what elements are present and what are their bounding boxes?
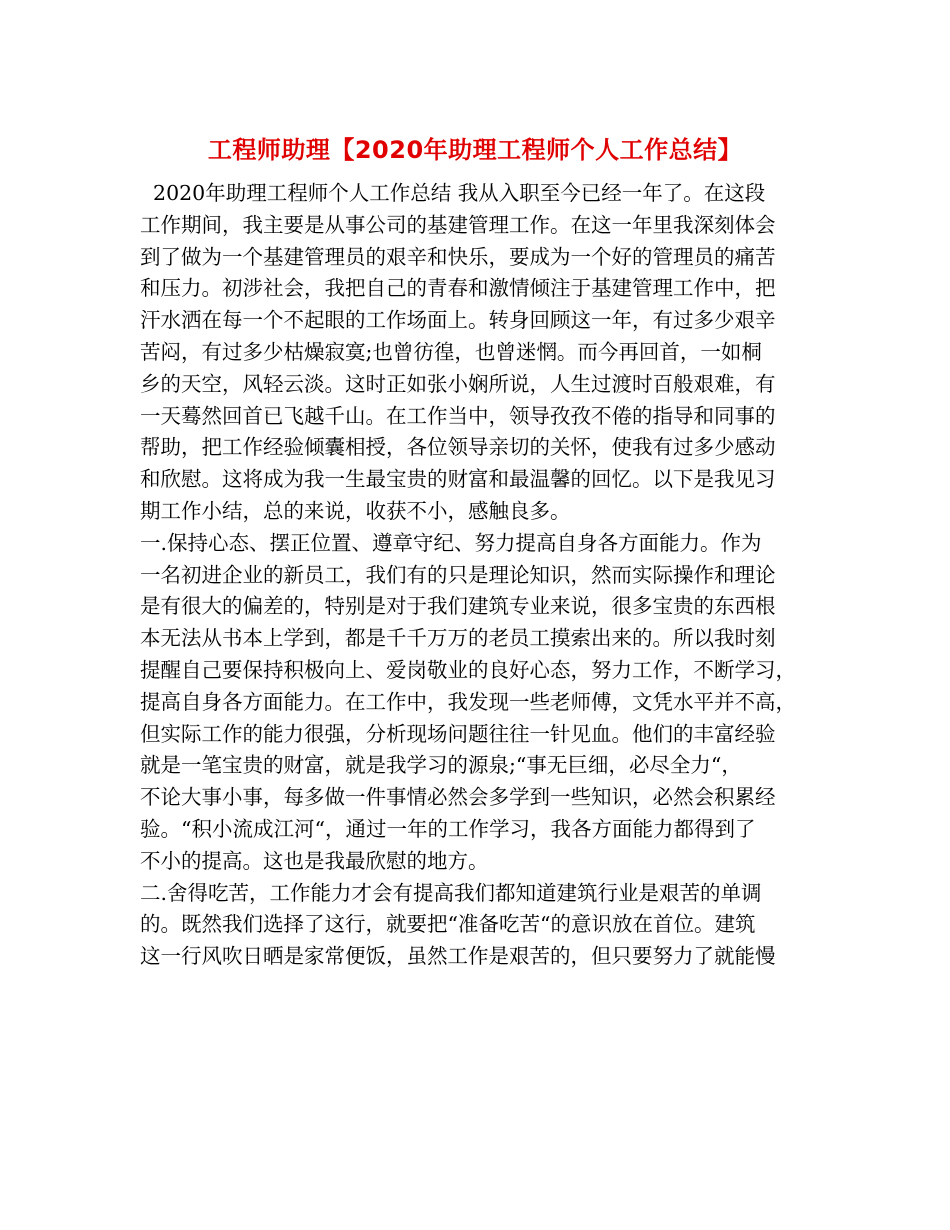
document-body xyxy=(140,178,820,973)
body-line: 的。既然我们选择了这行，就要把“准备吃苦“的意识放在首位。建筑 xyxy=(140,912,756,937)
body-line: 不论大事小事，每多做一件事情必然会多学到一些知识，必然会积累经 xyxy=(140,785,776,810)
body-line: 期工作小结，总的来说，收获不小，感触良多。 xyxy=(140,498,571,523)
body-line: 一.保持心态、摆正位置、遵章守纪、努力提高自身各方面能力。作为 xyxy=(140,530,762,555)
document-title: 工程师助理【2020年助理工程师个人工作总结】 xyxy=(207,136,743,164)
body-line: 乡的天空，风轻云淡。这时正如张小娴所说，人生过渡时百般艰难，有 xyxy=(140,371,776,396)
body-line: 一天蓦然回首已飞越千山。在工作当中，领导孜孜不倦的指导和同事的 xyxy=(140,403,776,428)
body-line: 和压力。初涉社会，我把自己的青春和激情倾注于基建管理工作中，把 xyxy=(140,276,776,301)
body-line: 不小的提高。这也是我最欣慰的地方。 xyxy=(140,848,489,873)
body-line: 但实际工作的能力很强，分析现场问题往往一针见血。他们的丰富经验 xyxy=(140,721,776,746)
body-line: 是有很大的偏差的，特别是对于我们建筑专业来说，很多宝贵的东西根 xyxy=(140,594,776,619)
body-line: 一名初进企业的新员工，我们有的只是理论知识，然而实际操作和理论 xyxy=(140,562,776,587)
body-line: 和欣慰。这将成为我一生最宝贵的财富和最温馨的回忆。以下是我见习 xyxy=(140,467,776,492)
body-line: 帮助，把工作经验倾囊相授，各位领导亲切的关怀，使我有过多少感动 xyxy=(140,435,776,460)
body-line: 汗水洒在每一个不起眼的工作场面上。转身回顾这一年，有过多少艰辛 xyxy=(140,308,776,333)
body-line: 这一行风吹日晒是家常便饭，虽然工作是艰苦的，但只要努力了就能慢 xyxy=(140,944,776,969)
body-line: 本无法从书本上学到，都是千千万万的老员工摸索出来的。所以我时刻 xyxy=(140,626,776,651)
body-line: 2020年助理工程师个人工作总结 我从入职至今已经一年了。在这段 xyxy=(140,181,766,205)
body-line: 提醒自己要保持积极向上、爱岗敬业的良好心态，努力工作，不断学习， xyxy=(140,657,796,682)
body-line: 二.舍得吃苦，工作能力才会有提高我们都知道建筑行业是艰苦的单调 xyxy=(140,880,762,905)
body-line: 就是一笔宝贵的财富，就是我学习的源泉;“事无巨细，必尽全力“， xyxy=(140,753,742,778)
body-line: 提高自身各方面能力。在工作中，我发现一些老师傅，文凭水平并不高， xyxy=(140,689,796,714)
body-line: 工作期间，我主要是从事公司的基建管理工作。在这一年里我深刻体会 xyxy=(140,212,776,237)
body-line: 到了做为一个基建管理员的艰辛和快乐，要成为一个好的管理员的痛苦 xyxy=(140,244,776,269)
body-line: 验。“积小流成江河“，通过一年的工作学习，我各方面能力都得到了 xyxy=(140,816,756,841)
body-line: 苦闷，有过多少枯燥寂寞;也曾彷徨，也曾迷惘。而今再回首，一如桐 xyxy=(140,339,762,364)
